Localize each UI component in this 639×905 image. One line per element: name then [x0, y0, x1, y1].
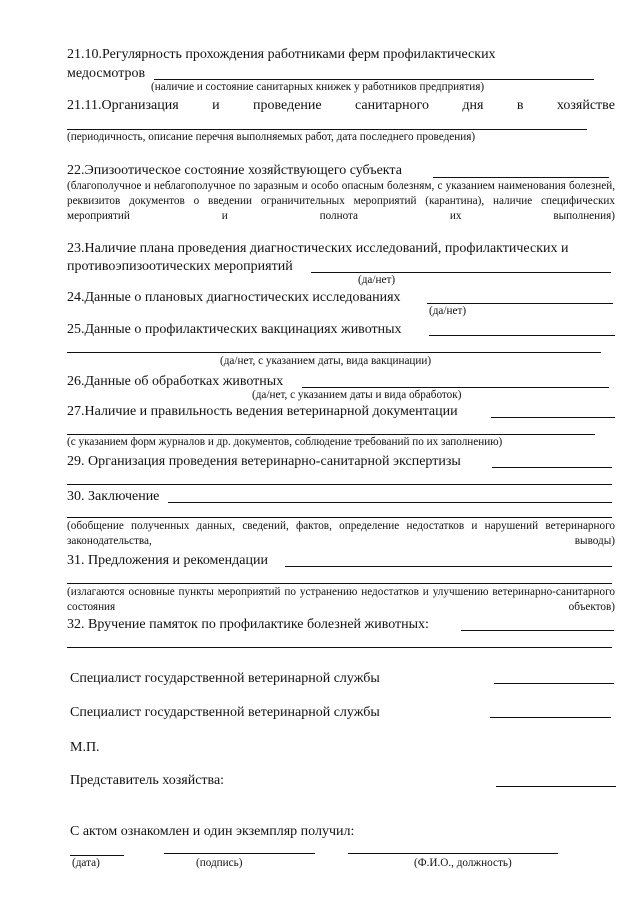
item-25: 25.Данные о профилактических вакцинациях животных [67, 322, 402, 337]
item-22: 22.Эпизоотическое состояние хозяйствующего субъекта [67, 163, 402, 178]
note-25: (да/нет, с указанием даты, вида вакцинации) [220, 355, 432, 367]
specialist-1-signature-line[interactable] [494, 683, 614, 684]
stamp-placeholder: М.П. [70, 740, 100, 755]
specialist-2-signature-line[interactable] [490, 717, 611, 718]
note-21-10: (наличие и состояние санитарных книжек у работников предприятия) [151, 81, 485, 93]
item-21-11-word: санитарного [355, 98, 429, 113]
fill-line-31a[interactable] [285, 566, 612, 567]
note-23: (да/нет) [358, 274, 396, 286]
item-21-11-word: хозяйстве [556, 98, 615, 113]
note-22: (благополучное и неблагополучное по заразным и особо опасным болезням, с указанием наименования болезней, реквизитов документов о введении ограничительных мероприятий (карантина), наличие специфических мероприятий и полнота их выполнения) [67, 180, 615, 222]
item-21-10-line1: 21.10.Регулярность прохождения работниками ферм профилактических [67, 47, 496, 62]
note-27: (с указанием форм журналов и др. документов, соблюдение требований по их заполнению) [67, 436, 503, 448]
item-32: 32. Вручение памяток по профилактике болезней животных: [67, 617, 429, 632]
fill-line-27a[interactable] [491, 417, 615, 418]
fill-line-25b[interactable] [67, 352, 601, 353]
note-30: (обобщение полученных данных, сведений, фактов, определение недостатков и нарушений ветеринарного законодательства, выводы) [67, 520, 615, 547]
fill-line-30b[interactable] [67, 517, 612, 518]
fill-line-31b[interactable] [67, 583, 612, 584]
item-26: 26.Данные об обработках животных [67, 374, 284, 389]
name-position-line[interactable] [348, 853, 558, 854]
acknowledgement-label: С актом ознакомлен и один экземпляр получил: [70, 824, 355, 839]
fill-line-30a[interactable] [168, 502, 612, 503]
date-line[interactable] [70, 855, 124, 856]
fill-line-25a[interactable] [429, 335, 615, 336]
item-21-11-word: и [212, 98, 220, 113]
note-21-11: (периодичность, описание перечня выполняемых работ, дата последнего проведения) [67, 131, 476, 143]
item-23-line1: 23.Наличие плана проведения диагностических исследований, профилактических и [67, 241, 569, 256]
item-27: 27.Наличие и правильность ведения ветеринарной документации [67, 404, 458, 419]
signature-caption: (подпись) [196, 857, 243, 869]
representative-label: Представитель хозяйства: [70, 773, 225, 788]
note-24: (да/нет) [429, 305, 467, 317]
fill-line-21-10[interactable] [154, 79, 594, 80]
item-29: 29. Организация проведения ветеринарно-санитарной экспертизы [67, 454, 461, 469]
item-21-11 [67, 98, 615, 114]
item-31: 31. Предложения и рекомендации [67, 553, 268, 568]
fill-line-32b[interactable] [67, 647, 612, 648]
fill-line-32a[interactable] [461, 630, 614, 631]
note-31: (излагаются основные пункты мероприятий по устранению недостатков и улучшению ветеринарно-санитарного состояния объектов) [67, 586, 615, 613]
item-24: 24.Данные о плановых диагностических исследованиях [67, 290, 401, 305]
item-30: 30. Заключение [67, 489, 160, 504]
note-26: (да/нет, с указанием даты и вида обработок) [252, 389, 462, 401]
fill-line-26[interactable] [302, 387, 609, 388]
specialist-1-label: Специалист государственной ветеринарной службы [70, 671, 380, 686]
specialist-2-label: Специалист государственной ветеринарной службы [70, 705, 380, 720]
signature-line[interactable] [164, 853, 315, 854]
fill-line-21-11[interactable] [67, 129, 587, 130]
fill-line-29a[interactable] [492, 467, 612, 468]
item-21-10-line2: медосмотров [67, 66, 146, 81]
item-21-11-word: 21.11.Организация [67, 98, 179, 113]
fill-line-29b[interactable] [67, 484, 612, 485]
representative-signature-line[interactable] [496, 786, 616, 787]
name-position-caption: (Ф.И.О., должность) [414, 857, 512, 869]
fill-line-27b[interactable] [67, 434, 595, 435]
item-21-11-word: проведение [253, 98, 322, 113]
date-caption: (дата) [72, 857, 100, 869]
item-21-11-word: в [516, 98, 524, 113]
fill-line-23[interactable] [311, 272, 611, 273]
fill-line-24[interactable] [427, 303, 613, 304]
fill-line-22[interactable] [433, 177, 609, 178]
item-21-11-word: дня [462, 98, 484, 113]
item-23-line2: противоэпизоотических мероприятий [67, 259, 293, 274]
